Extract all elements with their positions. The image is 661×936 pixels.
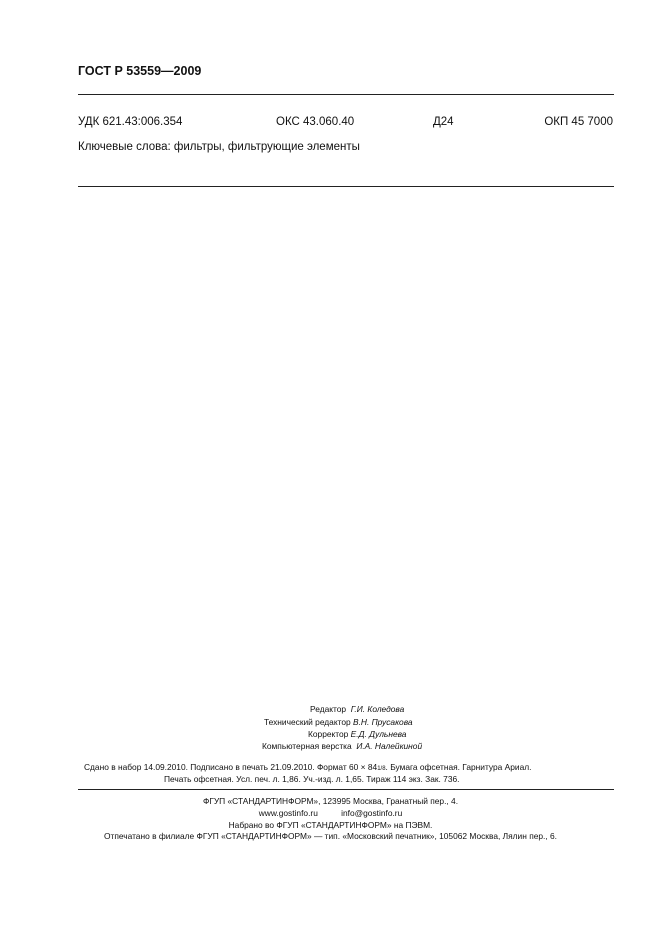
keywords: Ключевые слова: фильтры, фильтрующие элементы — [78, 141, 360, 153]
printing-note: Отпечатано в филиале ФГУП «СТАНДАРТИНФОРМ» — тип. «Московский печатник», 105062 Москва, Лялин пер., 6. — [103, 831, 558, 841]
format-fraction: 1/8 — [377, 766, 386, 772]
group-code: Д24 — [433, 116, 454, 128]
print-info-part1: Сдано в набор 14.09.2010. Подписано в печать 21.09.2010. Формат 60 × 84 — [84, 762, 378, 772]
print-info-part2: . Бумага офсетная. Гарнитура Ариал. — [385, 762, 532, 772]
standard-number: ГОСТ Р 53559—2009 — [78, 64, 202, 78]
tech-editor-label: Технический редактор — [264, 717, 351, 727]
layout-label: Компьютерная верстка — [262, 741, 352, 751]
corrector-label: Корректор — [308, 729, 349, 739]
editor-name: Г.И. Коледова — [350, 704, 405, 714]
editor-line — [310, 704, 404, 714]
publisher-address: ФГУП «СТАНДАРТИНФОРМ», 123995 Москва, Гранатный пер., 4. — [202, 796, 459, 806]
corrector-line — [308, 729, 406, 739]
print-info-line-1 — [84, 762, 531, 772]
layout-name: И.А. Налейкиной — [356, 741, 423, 751]
keywords-rule — [78, 186, 614, 187]
typeset-note: Набрано во ФГУП «СТАНДАРТИНФОРМ» на ПЭВМ. — [228, 820, 433, 830]
publisher-rule — [78, 789, 614, 790]
tech-editor-name: В.Н. Прусакова — [352, 717, 413, 727]
publisher-email: info@gostinfo.ru — [341, 808, 403, 818]
layout-line — [262, 741, 422, 751]
print-info-line-2: Печать офсетная. Усл. печ. л. 1,86. Уч.-изд. л. 1,65. Тираж 114 экз. Зак. 736. — [164, 774, 460, 784]
header-rule — [78, 94, 614, 95]
okp-code: ОКП 45 7000 — [544, 116, 613, 128]
oks-code: ОКС 43.060.40 — [276, 116, 355, 128]
tech-editor-line — [264, 717, 413, 727]
corrector-name: Е.Д. Дульнева — [350, 729, 407, 739]
publisher-website: www.gostinfo.ru — [258, 808, 318, 818]
udk-code: УДК 621.43:006.354 — [78, 116, 183, 128]
publisher-contacts — [0, 808, 661, 818]
editor-label: Редактор — [310, 704, 347, 714]
